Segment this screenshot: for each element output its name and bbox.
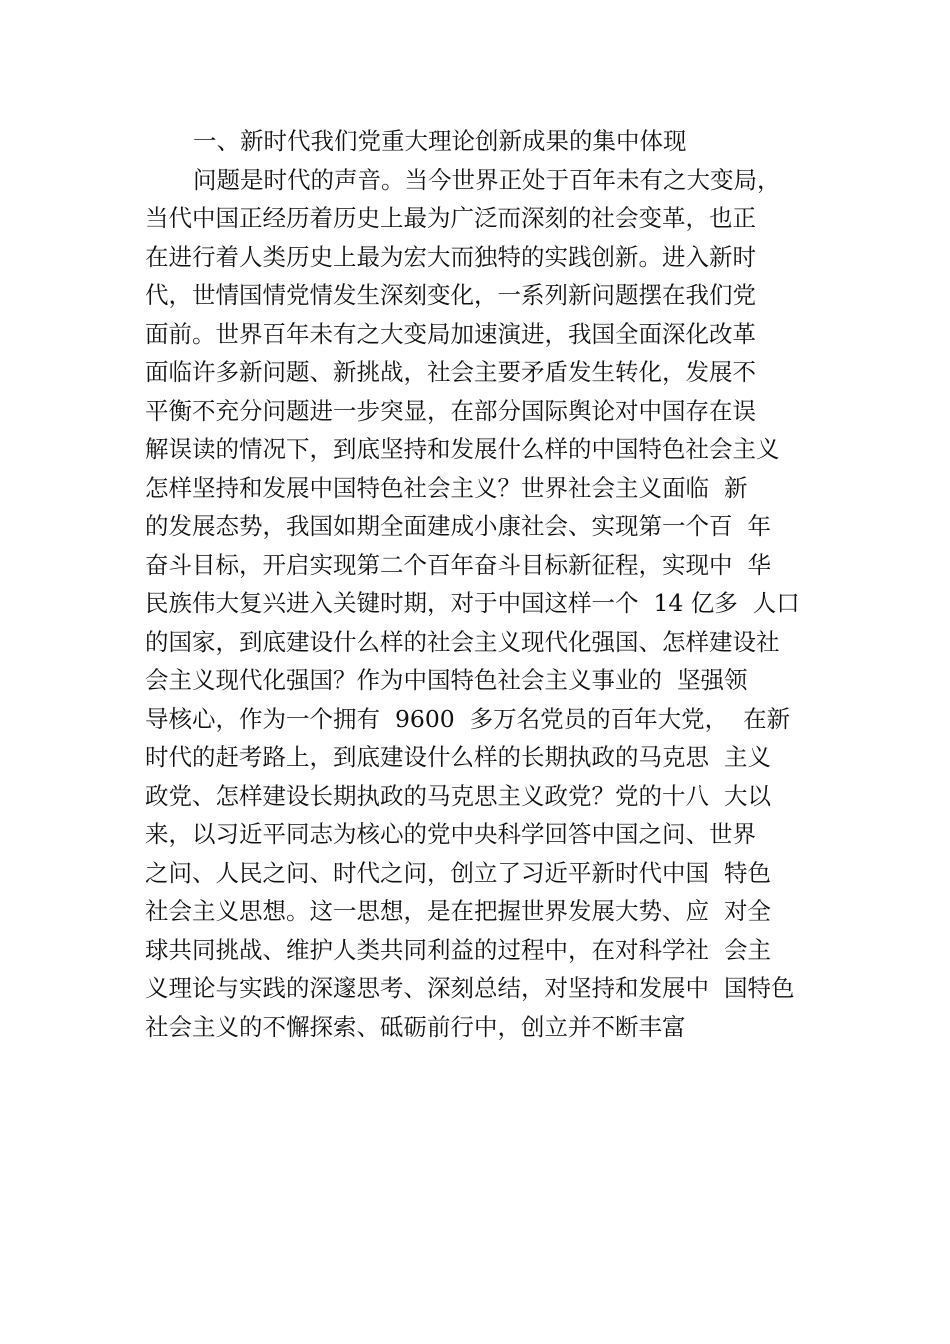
paragraph-line: 奋斗目标，开启实现第二个百年奋斗目标新征程，实现中 华	[145, 550, 771, 579]
paragraph-line: 面前。世界百年未有之大变局加速演进，我国全面深化改革	[145, 319, 756, 348]
paragraph-line: 会主义现代化强国？作为中国特色社会主义事业的 坚强领	[145, 666, 748, 694]
paragraph-line: 问题是时代的声音。当今世界正处于百年未有之大变局，	[193, 165, 781, 194]
paragraph-line: 民族伟大复兴进入关键时期，对于中国这样一个 14 亿多 人口	[145, 589, 800, 617]
document-body	[145, 122, 835, 1046]
paragraph-line: 时代的赶考路上，到底建设什么样的长期执政的马克思 主义	[145, 743, 771, 771]
paragraph-line: 代，世情国情党情发生深刻变化，一系列新问题摆在我们党	[145, 281, 756, 309]
paragraph-line: 面临许多新问题、新挑战，社会主要矛盾发生转化，发展不	[145, 358, 756, 386]
paragraph-line: 社会主义思想。这一思想，是在把握世界发展大势、应 对全	[145, 897, 771, 925]
paragraph-line: 导核心，作为一个拥有 9600 多万名党员的百年大党， 在新	[145, 704, 791, 733]
paragraph-line: 在进行着人类历史上最为宏大而独特的实践创新。进入新时	[145, 242, 756, 271]
paragraph-line: 当代中国正经历着历史上最为广泛而深刻的社会变革，也正	[145, 204, 756, 232]
paragraph-line: 球共同挑战、维护人类共同利益的过程中，在对科学社 会主	[145, 935, 771, 964]
paragraph-line: 平衡不充分问题进一步突显，在部分国际舆论对中国存在误	[145, 396, 756, 425]
paragraph-line: 的发展态势，我国如期全面建成小康社会、实现第一个百 年	[145, 512, 771, 540]
paragraph-line: 社会主义的不懈探索、砥砺前行中，创立并不断丰富	[145, 1012, 686, 1041]
paragraph-line: 怎样坚持和发展中国特色社会主义？世界社会主义面临 新	[145, 473, 748, 502]
paragraph-line: 义理论与实践的深邃思考、深刻总结，对坚持和发展中 国特色	[145, 974, 795, 1002]
section-heading: 一、新时代我们党重大理论创新成果的集中体现	[193, 127, 687, 155]
paragraph-line: 之问、人民之问、时代之问，创立了习近平新时代中国 特色	[145, 858, 771, 887]
paragraph-line: 政党、怎样建设长期执政的马克思主义政党？党的十八 大以	[145, 781, 771, 810]
paragraph-line: 解误读的情况下，到底坚持和发展什么样的中国特色社会主义	[145, 435, 780, 463]
paragraph-line: 来，以习近平同志为核心的党中央科学回答中国之问、世界	[145, 820, 756, 848]
paragraph-line: 的国家，到底建设什么样的社会主义现代化强国、怎样建设社	[145, 627, 780, 656]
